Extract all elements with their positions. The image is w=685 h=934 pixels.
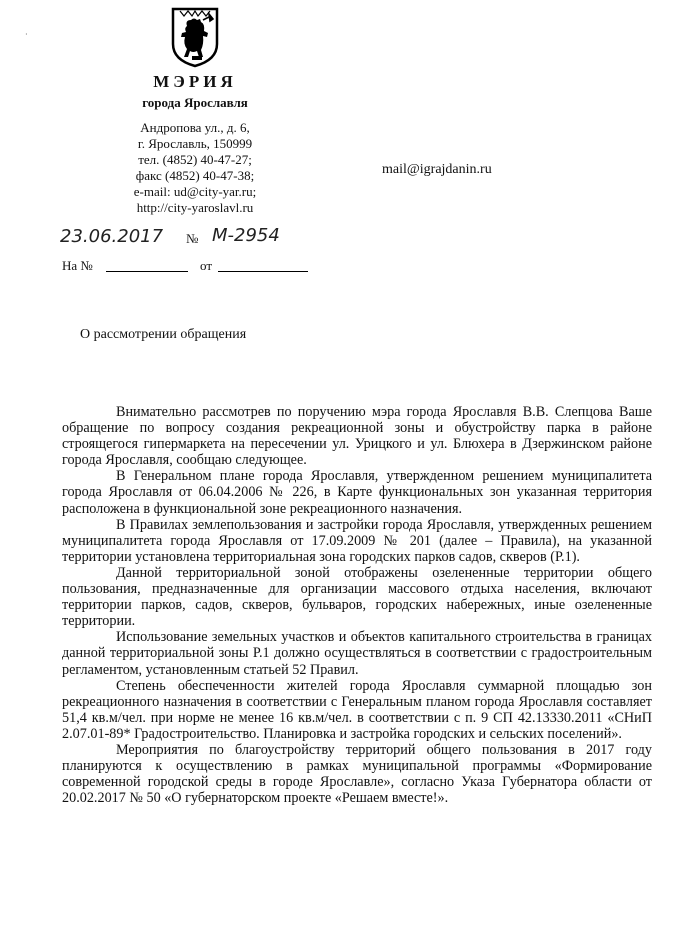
org-subtitle: города Ярославля: [142, 95, 248, 110]
paragraph: Внимательно рассмотрев по поручению мэра города Ярославля В.В. Слепцова Ваше обращение по вопросу создания рекреационной зоны и обустройству парка в районе строящегося гипермаркета на пересечении ул. Урицкого и ул. Блюхера в Дзержинском районе города Ярославля, сообщаю следующее.: [62, 404, 652, 469]
address-line: г. Ярославль, 150999: [137, 136, 253, 151]
coat-of-arms-bear-icon: [170, 6, 220, 68]
registration-date: 23.06.2017: [60, 226, 164, 247]
paragraph: Данной территориальной зоной отображены озелененные территории общего пользования, предназначенные для организации массового отдыха населения, включают территории парков, садов, скверов, бульваров, городских набережных, иные озелененные территории.: [62, 564, 652, 630]
paragraph: Использование земельных участков и объектов капитального строительства в границах данной территориальной зоны Р.1 должно осуществляться в соответствии с градостроительным регламентом, установленным статьей 52 Правил.: [62, 629, 652, 678]
org-title: МЭРИЯ: [153, 72, 237, 91]
paragraph: Степень обеспеченности жителей города Ярославля суммарной площадью зон рекреационного назначения в соответствии с Генеральным планом города Ярославля составляет 51,4 кв.м/чел. при норме не менее 16 кв.м/чел. в соответствии с п. 9 СП 42.13330.2011 «СНиП 2.07.01-89* Градостроительство. Планировка и застройка городских и сельских поселений».: [62, 677, 652, 742]
paragraph: В Правилах землепользования и застройки города Ярославля, утвержденных решением муниципалитета города Ярославля от 17.09.2009 № 201 (далее – Правила), на указанной территории установлена территориальная зона городских парков садов, скверов (Р.1).: [62, 516, 652, 565]
org-address: [120, 120, 270, 216]
paragraph: В Генеральном плане города Ярославля, утвержденном решением муниципалитета города Ярославля от 06.04.2006 № 226, в Карте функциональных зон указанная территория расположена в функциональной зоне рекреационного назначения.: [62, 468, 652, 517]
registration-number: М-2954: [212, 225, 280, 246]
paragraph: Мероприятия по благоустройству территорий общего пользования в 2017 году планируются к осуществлению в рамках муниципальной программы «Формирование современной городской среды в городе Ярославле», согласно Указа Губернатора области от 20.02.2017 № 50 «О губернаторском проекте «Решаем вместе!».: [62, 741, 652, 807]
address-line: тел. (4852) 40-47-27;: [138, 152, 252, 167]
letter-body: [62, 404, 652, 806]
address-line: факс (4852) 40-47-38;: [135, 168, 255, 183]
registration-number-label: №: [186, 231, 199, 246]
letter-subject: О рассмотрении обращения: [80, 327, 247, 342]
reference-date-blank: [218, 271, 308, 272]
reference-number-label: На №: [62, 258, 93, 273]
recipient-email: mail@igrajdanin.ru: [382, 162, 492, 177]
address-line: http://city-yaroslavl.ru: [136, 200, 254, 215]
reference-date-label: от: [200, 258, 213, 273]
reference-number-blank: [106, 271, 188, 272]
address-line: e-mail: ud@city-yar.ru;: [133, 184, 257, 199]
scan-mark: ·: [25, 30, 28, 39]
address-line: Андропова ул., д. 6,: [140, 120, 250, 135]
